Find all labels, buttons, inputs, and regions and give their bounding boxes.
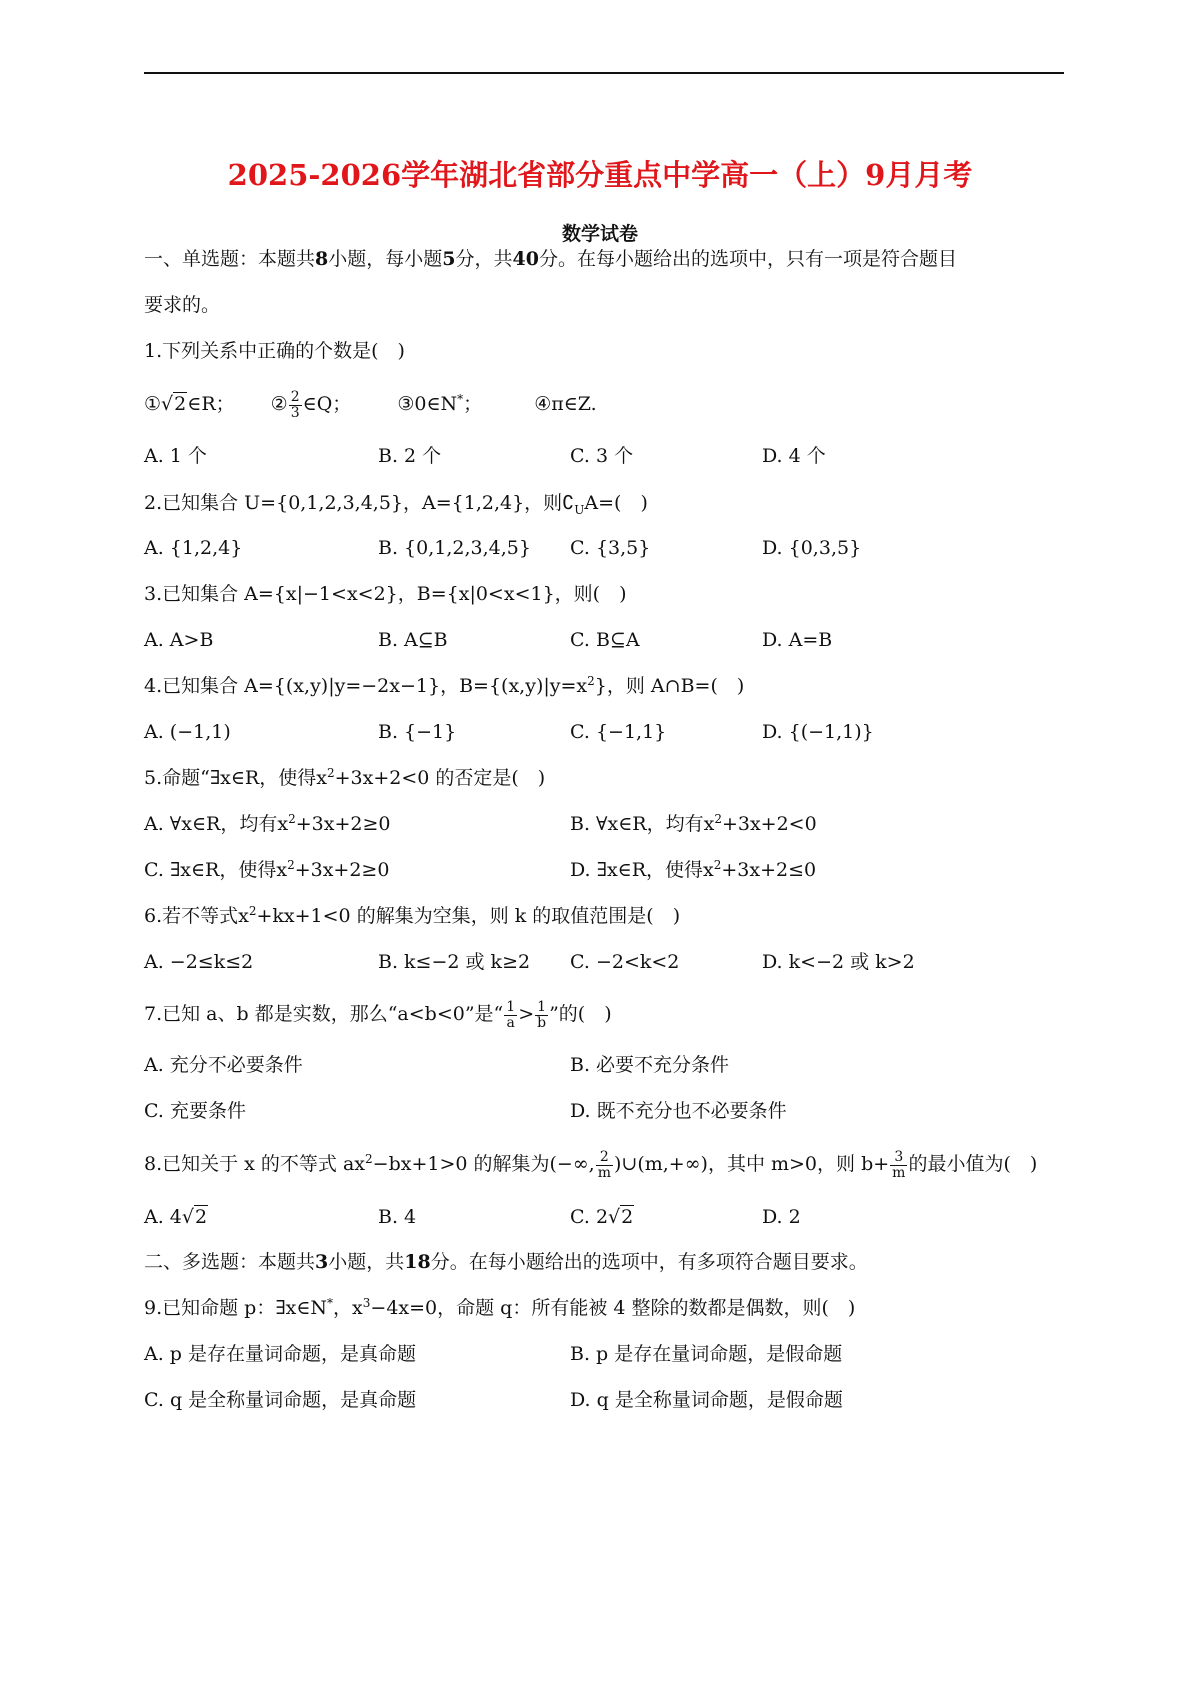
exam-title: 2025-2026学年湖北省部分重点中学高一（上）9月月考 bbox=[227, 158, 973, 192]
q3-option-d: D. A=B bbox=[762, 629, 833, 651]
q8-option-a: A. 4√2 bbox=[144, 1206, 208, 1228]
q3-option-c: C. B⊆A bbox=[570, 629, 640, 651]
q5-option-c: C. ∃x∈R，使得$x^2+3x+2\ge 0$ bbox=[144, 858, 390, 881]
q5-option-d: D. ∃x∈R，使得$x^2+3x+2\le 0$ bbox=[570, 858, 817, 881]
section1-header-line2: 要求的。 bbox=[144, 294, 221, 316]
question-1-items bbox=[144, 389, 597, 421]
question-9-stem: 9.已知命题 p：∃x∈N*，$x^3-4x=0$，命题 q：所有能被 4 整除的数都是偶数，则( ) bbox=[144, 1296, 856, 1319]
q6-option-b: B. k≤−2 或 k≥2 bbox=[378, 951, 531, 973]
q4-option-c: C. {−1,1} bbox=[570, 721, 667, 743]
exam-subtitle: 数学试卷 bbox=[561, 223, 638, 245]
q3-option-a: A. A>B bbox=[144, 629, 214, 651]
q8-option-b: B. 4 bbox=[378, 1206, 417, 1228]
section1-header: 一、单选题：本题共8小题，每小题5分，共40分。在每小题给出的选项中，只有一项是符合题目 bbox=[144, 248, 957, 270]
q8-option-d: D. 2 bbox=[762, 1206, 801, 1228]
q9-option-d: D. q 是全称量词命题，是假命题 bbox=[570, 1389, 843, 1411]
q1-option-b: B. 2 个 bbox=[378, 445, 442, 467]
q1-item-2: ② $\frac{2}{3}$ ∈Q； bbox=[270, 388, 352, 421]
q7-option-b: B. 必要不充分条件 bbox=[570, 1054, 730, 1076]
question-2-stem: 2.已知集合 U={0,1,2,3,4,5}，A={1,2,4}，则$∁_UA=$( ) bbox=[144, 492, 648, 517]
question-5-stem: 5.命题“∃x∈R，使得$x^2+3x+2<0$ 的否定是( ) bbox=[144, 766, 546, 789]
q5-option-b: B. ∀x∈R，均有$x^2+3x+2<0$ bbox=[570, 812, 817, 835]
question-7-stem: 7.已知 a、b 都是实数，那么“a<b<0”是“ $\frac{1}{a}$ > $\frac{1}{b}$ ”的( ) bbox=[144, 998, 612, 1031]
q9-option-a: A. p 是存在量词命题，是真命题 bbox=[144, 1343, 417, 1365]
q7-option-d: D. 既不充分也不必要条件 bbox=[570, 1100, 787, 1122]
q4-option-a: A. (−1,1) bbox=[144, 721, 231, 743]
q6-option-a: A. −2≤k≤2 bbox=[144, 951, 254, 973]
section2-header: 二、多选题：本题共3小题，共18分。在每小题给出的选项中，有多项符合题目要求。 bbox=[144, 1251, 868, 1273]
q3-option-b: B. A⊆B bbox=[378, 629, 448, 651]
q2-option-d: D. {0,3,5} bbox=[762, 537, 862, 559]
q1-option-c: C. 3 个 bbox=[570, 445, 634, 467]
q1-item-4: ④π∈Z. bbox=[534, 393, 597, 415]
question-4-stem: 4.已知集合 A={(x,y)|y=−2x−1}，$B=\{(x,y)|y=x^2\}$，则 A∩B=( ) bbox=[144, 674, 745, 697]
q4-option-b: B. {−1} bbox=[378, 721, 457, 743]
q2-option-a: A. {1,2,4} bbox=[144, 537, 243, 559]
q1-option-a: A. 1 个 bbox=[144, 445, 207, 467]
q8-option-c: C. 2√2 bbox=[570, 1206, 634, 1228]
question-6-stem: 6.若不等式$x^2+kx+1<0$ 的解集为空集，则 k 的取值范围是( ) bbox=[144, 904, 681, 927]
question-3-stem: 3.已知集合 A={x|−1<x<2}，B={x|0<x<1}，则( ) bbox=[144, 583, 627, 605]
header-rule bbox=[144, 72, 1064, 74]
q7-option-a: A. 充分不必要条件 bbox=[144, 1054, 303, 1076]
q2-option-c: C. {3,5} bbox=[570, 537, 651, 559]
q1-option-d: D. 4 个 bbox=[762, 445, 826, 467]
q9-option-b: B. p 是存在量词命题，是假命题 bbox=[570, 1343, 843, 1365]
q1-item-1: ①√2∈R； bbox=[144, 393, 235, 415]
q6-option-d: D. k<−2 或 k>2 bbox=[762, 951, 915, 973]
q9-option-c: C. q 是全称量词命题，是真命题 bbox=[144, 1389, 417, 1411]
question-8-stem: 8.已知关于 x 的不等式 $ax^2-bx+1>0$ 的解集为(−∞, $\frac{2}{m}$ )∪(m,+∞)，其中 m>0，则 b+ $\frac{3}{m}$ 的最小值为( ) bbox=[144, 1148, 1038, 1181]
q7-option-c: C. 充要条件 bbox=[144, 1100, 246, 1122]
question-1-stem: 1.下列关系中正确的个数是( ) bbox=[144, 340, 405, 362]
q6-option-c: C. −2<k<2 bbox=[570, 951, 680, 973]
q4-option-d: D. {(−1,1)} bbox=[762, 721, 874, 743]
q5-option-a: A. ∀x∈R，均有$x^2+3x+2\ge 0$ bbox=[144, 812, 391, 835]
q2-option-b: B. {0,1,2,3,4,5} bbox=[378, 537, 531, 559]
q1-item-3: ③0∈N*； bbox=[397, 392, 483, 415]
